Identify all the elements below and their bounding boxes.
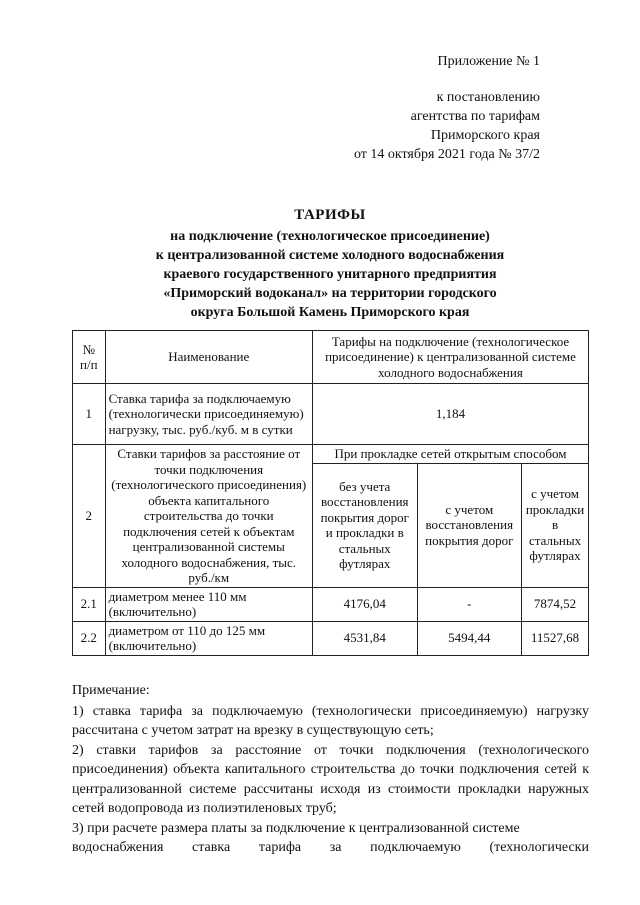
note-word: за (329, 840, 342, 855)
col-with-casing: с учетом прокладки в стальных футлярах (522, 463, 589, 587)
table-row (73, 621, 589, 655)
annex-line: Приморского края (430, 128, 540, 143)
title-line: округа Большой Камень Приморского края (190, 305, 470, 320)
table-row (73, 384, 589, 445)
laying-method: При прокладке сетей открытым способом (312, 445, 588, 464)
header-name: Наименование (105, 331, 312, 384)
annex-line: от 14 октября 2021 года № 37/2 (353, 147, 540, 162)
col-with-restoration: с учетом восстановления покрытия дорог (417, 463, 522, 587)
note-item: 3) при расчете размера платы за подключение к централизованной системе (72, 820, 520, 836)
row-value-2: - (417, 587, 522, 621)
row-value-3: 11527,68 (522, 621, 589, 655)
header-num (73, 331, 106, 384)
annex-number: Приложение № 1 (437, 54, 540, 69)
annex-line: агентства по тарифам (410, 109, 540, 124)
row-value-1: 4531,84 (312, 621, 417, 655)
note-item: 2) ставки тарифов за расстояние от точки подключения (технологического присоединения) объекта капитального строительства до точки подключения сетей к централизованной системе рассчитаны исходя из стоимости прокладки наружных сетей водопровода из полиэтиленовых труб; (72, 742, 589, 816)
title-main: ТАРИФЫ (294, 207, 366, 223)
notes-section (72, 681, 589, 858)
table-row (73, 587, 589, 621)
row-name: диаметром от 110 до 125 мм (включительно) (105, 621, 312, 655)
title-line: к централизованной системе холодного водоснабжения (155, 248, 505, 263)
title-line: «Приморский водоканал» на территории городского (163, 286, 497, 301)
title-line: на подключение (технологическое присоединение) (170, 229, 490, 244)
tariff-table (72, 330, 589, 656)
note-word: водоснабжения (72, 840, 164, 855)
row-value: 1,184 (312, 384, 588, 445)
row-num: 2.1 (73, 587, 106, 621)
document-title (70, 206, 590, 322)
notes-heading: Примечание: (72, 683, 150, 698)
title-line: краевого государственного унитарного предприятия (163, 267, 497, 282)
col-without-restoration: без учета восстановления покрытия дорог и прокладки в стальных футлярах (312, 463, 417, 587)
annex-reference (354, 88, 540, 164)
table-header-row (73, 331, 589, 384)
row-num: 2.2 (73, 621, 106, 655)
annex-line: к постановлению (436, 90, 540, 105)
row-value-3: 7874,52 (522, 587, 589, 621)
header-tariffs: Тарифы на подключение (технологическое присоединение) к централизованной системе холодного водоснабжения (312, 331, 588, 384)
row-value-2: 5494,44 (417, 621, 522, 655)
row-num: 2 (73, 445, 106, 588)
row-name: Ставки тарифов за расстояние от точки подключения (технологического присоединения) объекта капитального строительства до точки подключения сетей к объектам централизованной системы холодного водоснабжения, тыс. руб./км (105, 445, 312, 588)
row-name: диаметром менее 110 мм (включительно) (105, 587, 312, 621)
row-name: Ставка тарифа за подключаемую (технологически присоединяемую) нагрузку, тыс. руб./куб. м в сутки (105, 384, 312, 445)
row-value-1: 4176,04 (312, 587, 417, 621)
note-item: 1) ставка тарифа за подключаемую (технологически присоединяемую) нагрузку рассчитана с учетом затрат на врезку в существующую сеть; (72, 703, 589, 738)
note-word: подключаемую (370, 840, 461, 855)
note-item-continuation (72, 838, 589, 858)
note-word: ставка (192, 840, 231, 855)
header-num-text: № п/п (80, 341, 98, 372)
note-word: (технологически (489, 840, 589, 855)
table-row (73, 445, 589, 464)
row-num: 1 (73, 384, 106, 445)
note-word: тарифа (258, 840, 302, 855)
